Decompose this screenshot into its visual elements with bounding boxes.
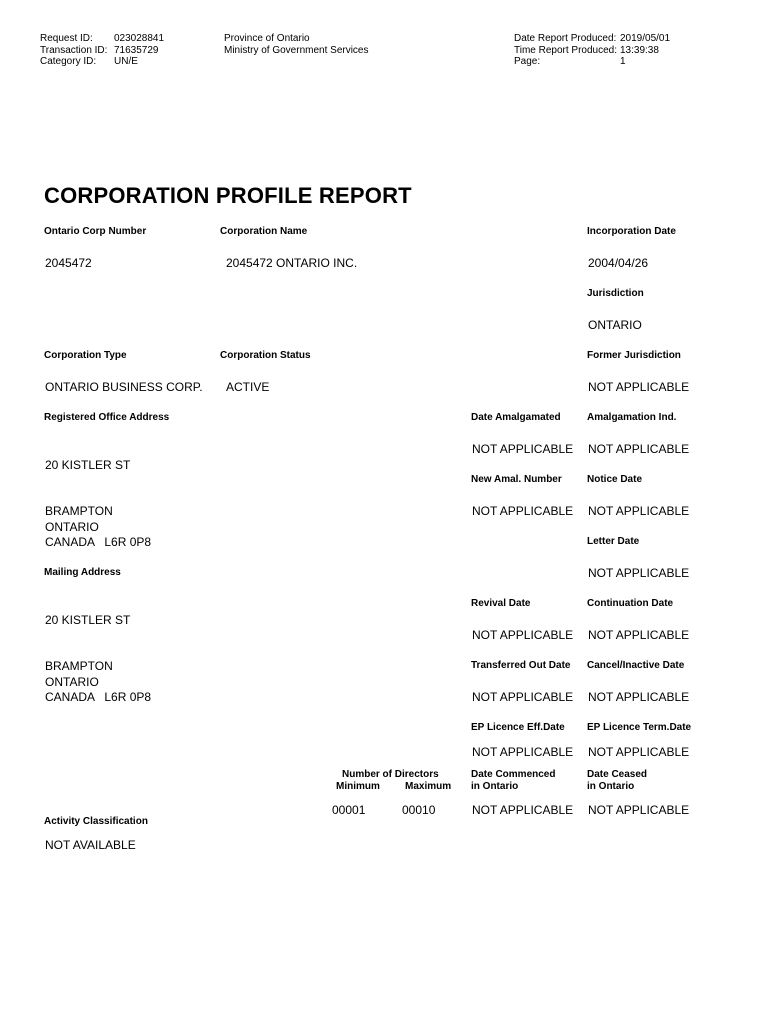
corp-status-label: Corporation Status (220, 350, 311, 361)
date-commenced-label-line1: Date Commenced (471, 769, 556, 780)
category-id-label: Category ID: (40, 56, 97, 67)
directors-maximum-value: 00010 (402, 803, 436, 817)
directors-maximum-label: Maximum (405, 781, 452, 792)
date-ceased-label-line2: in Ontario (587, 781, 635, 792)
activity-classification-value: NOT AVAILABLE (45, 838, 136, 852)
org-ministry: Ministry of Government Services (224, 44, 369, 56)
corp-status-value: ACTIVE (226, 380, 270, 394)
transferred-out-date-value: NOT APPLICABLE (472, 690, 574, 704)
ep-licence-term-label: EP Licence Term.Date (587, 722, 692, 733)
transferred-out-date-label: Transferred Out Date (471, 660, 571, 671)
directors-minimum-value: 00001 (332, 803, 366, 817)
letter-date-label: Letter Date (587, 536, 640, 547)
notice-date-label: Notice Date (587, 474, 643, 485)
ep-licence-eff-value: NOT APPLICABLE (472, 745, 574, 759)
registered-city-block (45, 504, 151, 551)
report-title: CORPORATION PROFILE REPORT (44, 183, 412, 208)
ep-licence-eff-label: EP Licence Eff.Date (471, 722, 565, 733)
date-ceased-label-line1: Date Ceased (587, 769, 648, 780)
letter-date-value: NOT APPLICABLE (588, 566, 690, 580)
new-amal-number-value: NOT APPLICABLE (472, 504, 574, 518)
mailing-country-postal: CANADA L6R 0P8 (45, 690, 152, 704)
transaction-id-value: 71635729 (114, 44, 159, 56)
incorporation-date-label: Incorporation Date (587, 226, 676, 237)
mailing-city: BRAMPTON (45, 659, 113, 673)
jurisdiction-label: Jurisdiction (587, 288, 644, 299)
activity-classification-label: Activity Classification (44, 816, 148, 827)
date-commenced-value: NOT APPLICABLE (472, 803, 574, 817)
number-of-directors-label: Number of Directors (342, 769, 439, 780)
incorporation-date-value: 2004/04/26 (588, 256, 649, 270)
registered-country-postal: CANADA L6R 0P8 (45, 535, 152, 549)
revival-date-value: NOT APPLICABLE (472, 628, 574, 642)
mailing-address-label: Mailing Address (44, 567, 121, 578)
continuation-date-value: NOT APPLICABLE (588, 628, 690, 642)
corp-name-label: Corporation Name (220, 226, 308, 237)
date-ceased-label (587, 769, 647, 793)
request-id-label: Request ID: (40, 33, 93, 44)
page-number: 1 (620, 56, 626, 67)
corp-type-value: ONTARIO BUSINESS CORP. (45, 380, 203, 394)
directors-minimum-label: Minimum (336, 781, 380, 792)
cancel-inactive-date-label: Cancel/Inactive Date (587, 660, 685, 671)
mailing-street: 20 KISTLER ST (45, 613, 131, 627)
date-commenced-label (471, 769, 555, 793)
transaction-id-label: Transaction ID: (40, 44, 108, 56)
corp-number-value: 2045472 (45, 256, 92, 270)
registered-office-label: Registered Office Address (44, 412, 170, 423)
notice-date-value: NOT APPLICABLE (588, 504, 690, 518)
continuation-date-label: Continuation Date (587, 598, 674, 609)
revival-date-label: Revival Date (471, 598, 531, 609)
page-label: Page: (514, 56, 541, 67)
date-produced-value: 2019/05/01 (620, 33, 671, 44)
mailing-city-block (45, 659, 151, 706)
ep-licence-term-value: NOT APPLICABLE (588, 745, 690, 759)
registered-city: BRAMPTON (45, 504, 113, 518)
date-amalgamated-label: Date Amalgamated (471, 412, 561, 423)
mailing-province: ONTARIO (45, 674, 99, 689)
time-produced-value: 13:39:38 (620, 44, 659, 56)
corp-type-label: Corporation Type (44, 350, 127, 361)
registered-province: ONTARIO (45, 519, 99, 534)
jurisdiction-value: ONTARIO (588, 318, 642, 332)
org-province: Province of Ontario (224, 33, 310, 44)
cancel-inactive-date-value: NOT APPLICABLE (588, 690, 690, 704)
former-jurisdiction-label: Former Jurisdiction (587, 350, 681, 361)
date-amalgamated-value: NOT APPLICABLE (472, 442, 574, 456)
request-id-value: 023028841 (114, 33, 165, 44)
registered-street: 20 KISTLER ST (45, 458, 131, 472)
date-ceased-value: NOT APPLICABLE (588, 803, 690, 817)
date-commenced-label-line2: in Ontario (471, 781, 519, 792)
corp-number-label: Ontario Corp Number (44, 226, 147, 237)
category-id-value: UN/E (114, 56, 138, 67)
date-produced-label: Date Report Produced: (514, 33, 617, 44)
new-amal-number-label: New Amal. Number (471, 474, 562, 485)
amalgamation-ind-label: Amalgamation Ind. (587, 412, 677, 423)
time-produced-label: Time Report Produced: (514, 44, 618, 56)
corp-name-value: 2045472 ONTARIO INC. (226, 256, 358, 270)
amalgamation-ind-value: NOT APPLICABLE (588, 442, 690, 456)
former-jurisdiction-value: NOT APPLICABLE (588, 380, 690, 394)
